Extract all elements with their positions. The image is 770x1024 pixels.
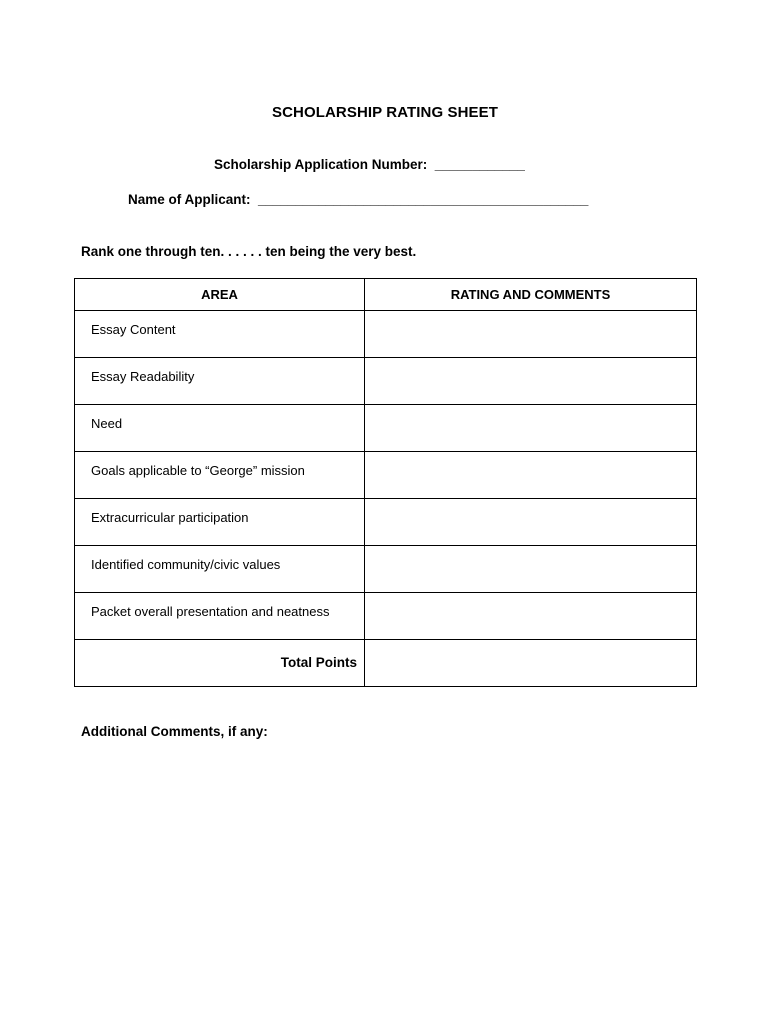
rating-cell-community-values[interactable] — [365, 546, 697, 593]
rating-cell-extracurricular[interactable] — [365, 499, 697, 546]
rating-cell-goals[interactable] — [365, 452, 697, 499]
table-row — [75, 499, 697, 546]
table-row — [75, 311, 697, 358]
rating-cell-need[interactable] — [365, 405, 697, 452]
table-row — [75, 452, 697, 499]
additional-comments-label: Additional Comments, if any: — [81, 724, 268, 739]
table-row — [75, 546, 697, 593]
table-row — [75, 358, 697, 405]
rating-cell-presentation[interactable] — [365, 593, 697, 640]
area-column-header: AREA — [75, 279, 365, 311]
rating-table — [74, 278, 697, 687]
ranking-instruction: Rank one through ten. . . . . . ten being the very best. — [81, 244, 417, 259]
area-label-essay-readability: Essay Readability — [91, 369, 195, 384]
rating-cell-essay-readability[interactable] — [365, 358, 697, 405]
page-title: SCHOLARSHIP RATING SHEET — [271, 104, 499, 121]
area-label-essay-content: Essay Content — [91, 322, 176, 337]
total-points-cell[interactable] — [365, 640, 697, 687]
rating-cell-essay-content[interactable] — [365, 311, 697, 358]
area-cell — [75, 358, 365, 405]
total-points-label: Total Points — [280, 655, 357, 670]
total-label-cell — [75, 640, 365, 687]
area-label-goals: Goals applicable to “George” mission — [91, 463, 305, 478]
total-row — [75, 640, 697, 687]
area-cell — [75, 405, 365, 452]
application-number-field: Scholarship Application Number: ____________ — [214, 157, 525, 172]
area-cell — [75, 546, 365, 593]
table-header-row — [75, 279, 697, 311]
table-row — [75, 593, 697, 640]
area-cell — [75, 499, 365, 546]
rating-column-header: RATING AND COMMENTS — [365, 279, 697, 311]
area-label-presentation: Packet overall presentation and neatness — [91, 604, 330, 619]
area-label-community-values: Identified community/civic values — [91, 557, 281, 572]
table-row — [75, 405, 697, 452]
area-cell — [75, 311, 365, 358]
area-cell — [75, 452, 365, 499]
applicant-name-field: Name of Applicant: ____________________________________________ — [128, 192, 589, 207]
area-cell — [75, 593, 365, 640]
area-label-extracurricular: Extracurricular participation — [91, 510, 249, 525]
area-label-need: Need — [91, 416, 123, 431]
